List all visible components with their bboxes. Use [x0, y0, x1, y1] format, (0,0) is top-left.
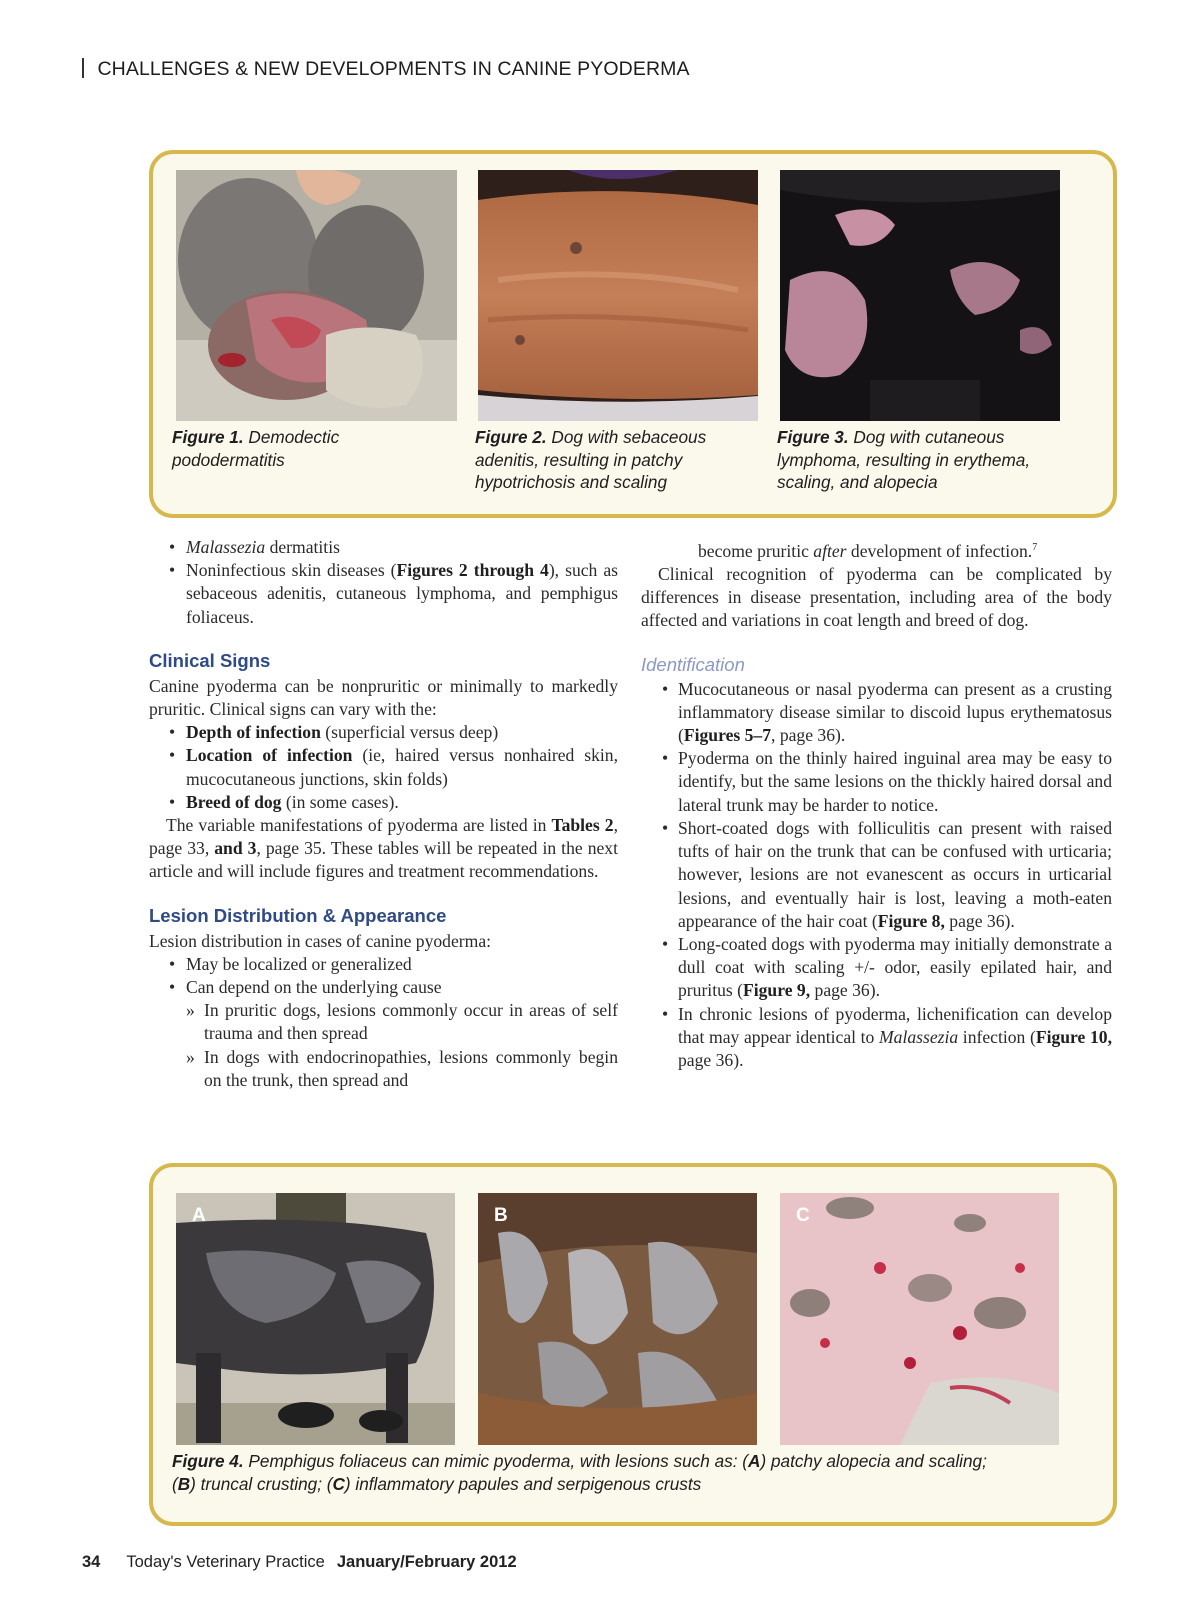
clinical-signs-list: [149, 721, 618, 814]
publication-name: Today's Veterinary Practice: [126, 1553, 325, 1571]
identification-list: [641, 678, 1112, 1072]
figure-1-caption: [172, 426, 432, 471]
list-item: • In chronic lesions of pyoderma, lichenification can develop that may appear identical to Malassezia infection (Figure 10, page 36).: [641, 1003, 1112, 1073]
clinical-signs-heading: Clinical Signs: [149, 649, 271, 671]
figure-4c-photo: [780, 1193, 1059, 1445]
sub-list-item: » In dogs with endocrinopathies, lesions commonly begin on the trunk, then spread and: [149, 1046, 618, 1092]
figure-1-caption-text: Demodectic pododermatitis: [172, 427, 340, 470]
figure-4b-photo: [478, 1193, 757, 1445]
clinical-signs-intro: Canine pyoderma can be nonpruritic or minimally to markedly pruritic. Clinical signs can vary with the:: [149, 675, 618, 720]
figure-1-photo: [176, 170, 457, 421]
list-item: • Noninfectious skin diseases (Figures 2 through 4), such as sebaceous adenitis, cutaneous lymphoma, and pemphigus foliaceus.: [149, 559, 618, 629]
list-item: • Can depend on the underlying cause: [149, 976, 618, 999]
lesion-distribution-heading: Lesion Distribution & Appearance: [149, 904, 447, 926]
list-item: • Long-coated dogs with pyoderma may initially demonstrate a dull coat with scaling +/- odor, easily epilated hair, and pruritus (Figure 9, page 36).: [641, 933, 1112, 1003]
list-item: • Malassezia dermatitis: [149, 536, 618, 559]
figure-3-photo: [780, 170, 1060, 421]
issue-date: January/February 2012: [336, 1553, 517, 1571]
list-item: • Short-coated dogs with folliculitis can present with raised tufts of hair on the trunk that can be confused with urticaria; however, lesions are not evanescent as occurs in urticarial lesions, and eventually hair is lost, leaving a moth-eaten appearance of the hair coat (Figure 8, page 36).: [641, 817, 1112, 933]
figure-4-label: Figure 4.: [172, 1451, 244, 1471]
list-item: • Mucocutaneous or nasal pyoderma can present as a crusting inflammatory disease similar to discoid lupus erythematosus (Figures 5–7, page 36).: [641, 678, 1112, 748]
tables-paragraph: The variable manifestations of pyoderma are listed in Tables 2, page 33, and 3, page 35. These tables will be repeated in the next article and will include figures and treatment recommendations.: [149, 815, 618, 882]
sub-list-item: » In pruritic dogs, lesions commonly occur in areas of self trauma and then spread: [149, 999, 618, 1045]
running-head-text: CHALLENGES & NEW DEVELOPMENTS IN CANINE PYODERMA: [97, 58, 690, 80]
figure-3-caption-text: Dog with cutaneous lymphoma, resulting in erythema, scaling, and alopecia: [777, 427, 1031, 492]
reference-superscript: 7: [1032, 542, 1038, 553]
figure-2-caption: [475, 426, 765, 494]
list-item: • Breed of dog (in some cases).: [149, 791, 618, 814]
figure-3-label: Figure 3.: [777, 427, 849, 447]
right-column: [641, 536, 1112, 1072]
header-rule: [82, 58, 84, 78]
continuation-paragraph: become pruritic after development of infection.$^7$: [698, 540, 1038, 561]
list-item: • Depth of infection (superficial versus deep): [149, 721, 618, 744]
lesion-distribution-list: [149, 953, 618, 1092]
panel-label-c: C: [796, 1205, 810, 1226]
figure-box-top: [149, 150, 1117, 518]
figure-2-photo: [478, 170, 758, 421]
intro-bullet-list: [149, 536, 618, 629]
figure-3-caption: [777, 426, 1077, 494]
lesion-distribution-intro: Lesion distribution in cases of canine pyoderma:: [149, 930, 492, 951]
list-item: • Location of infection (ie, haired versus nonhaired skin, mucocutaneous junctions, skin folds): [149, 744, 618, 790]
identification-heading: Identification: [641, 653, 745, 675]
left-column: [149, 536, 618, 1092]
figure-2-label: Figure 2.: [475, 427, 547, 447]
panel-label-b: B: [494, 1205, 508, 1226]
figure-2-caption-text: Dog with sebaceous adenitis, resulting in patchy hypotrichosis and scaling: [475, 427, 707, 492]
list-item: • May be localized or generalized: [149, 953, 618, 976]
panel-label-a: A: [192, 1205, 206, 1226]
clinical-recognition-paragraph: Clinical recognition of pyoderma can be complicated by differences in disease presentation, including area of the body affected and variations in coat length and breed of dog.: [641, 564, 1112, 631]
figure-4a-photo: [176, 1193, 455, 1445]
running-head: [82, 58, 690, 81]
page-footer: [82, 1553, 517, 1572]
figure-box-bottom: [149, 1163, 1117, 1526]
page-number: 34: [82, 1553, 101, 1571]
figure-1-label: Figure 1.: [172, 427, 244, 447]
figure-4-caption: Figure 4. Pemphigus foliaceus can mimic pyoderma, with lesions such as: (A) patchy alopecia and scaling; (B) truncal crusting; (C) inflammatory papules and serpigenous crusts: [172, 1451, 987, 1494]
list-item: • Pyoderma on the thinly haired inguinal area may be easy to identify, but the same lesions on the thickly haired dorsal and lateral trunk may be harder to notice.: [641, 747, 1112, 817]
